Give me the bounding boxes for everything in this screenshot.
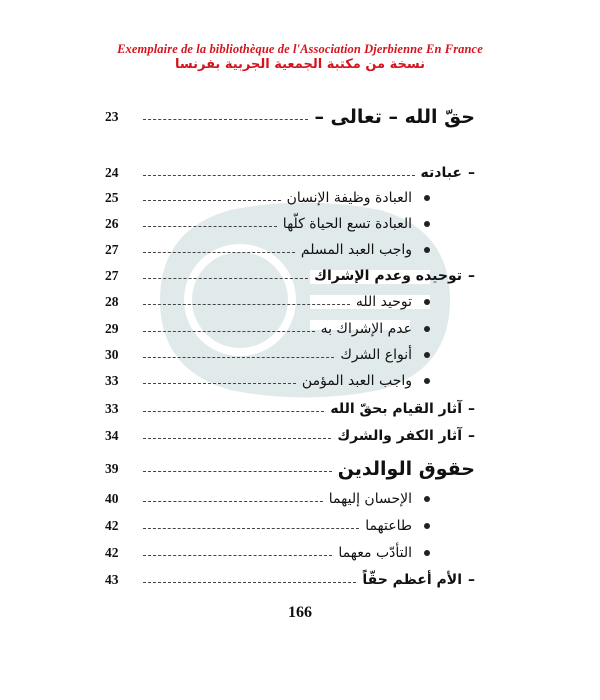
toc-entry-title: طاعتهما (365, 518, 412, 534)
toc-page-number: 43 (105, 572, 119, 587)
toc-leader-dots (143, 226, 277, 227)
toc-entry (105, 104, 475, 130)
toc-entry-title: آثار الكفر والشرك (337, 428, 462, 444)
toc-entry-title-group (329, 491, 430, 507)
toc-page-number: 27 (105, 268, 119, 283)
toc-page-number: 40 (105, 491, 119, 506)
toc-entry-title-group (337, 428, 475, 444)
toc-entry-title-group (362, 572, 475, 588)
toc-entry (105, 289, 430, 315)
toc-page-number: 28 (105, 294, 119, 309)
toc-leader-dots (143, 175, 415, 176)
toc-entry-title-group (356, 294, 430, 310)
toc-entry-title-group (301, 242, 430, 258)
toc-leader-dots (143, 528, 359, 529)
toc-entry (105, 263, 475, 289)
toc-leader-dots (143, 501, 323, 502)
library-header-arabic: نسخة من مكتبة الجمعية الجربية بفرنسا (175, 57, 425, 72)
toc-page-number: 26 (105, 216, 119, 231)
toc-page-number: 33 (105, 373, 119, 388)
toc-entry-title: توحيده وعدم الإشراك (314, 268, 462, 284)
dash-marker-icon: – (468, 268, 475, 284)
toc-entry (105, 185, 430, 211)
toc-entry (105, 160, 475, 186)
bullet-icon (424, 221, 430, 227)
toc-page-number: 30 (105, 347, 119, 362)
toc-leader-dots (143, 119, 308, 120)
toc-entry (105, 368, 430, 394)
toc-leader-dots (143, 555, 332, 556)
toc-entry-title-group (338, 458, 475, 480)
toc-leader-dots (143, 252, 295, 253)
toc-entry-title-group (340, 347, 430, 363)
bullet-icon (424, 496, 430, 502)
toc-leader-dots (143, 471, 332, 472)
toc-entry (105, 316, 430, 342)
toc-entry-title-group (321, 321, 430, 337)
toc-entry-title: حقوق الوالدين (337, 458, 475, 480)
toc-page-number: 23 (105, 109, 119, 124)
toc-entry-title-group (314, 268, 475, 284)
dash-marker-icon: – (468, 401, 475, 417)
toc-entry-title: الإحسان إليهما (328, 491, 412, 507)
toc-page-number: 27 (105, 242, 119, 257)
toc-leader-dots (143, 411, 324, 412)
toc-leader-dots (143, 331, 315, 332)
page-number: 166 (288, 604, 312, 621)
toc-entry-title: واجب العبد المسلم (300, 242, 412, 258)
toc-entry-title: التأدّب معهما (338, 545, 412, 561)
toc-entry (105, 540, 430, 566)
toc-entry-title-group (338, 545, 430, 561)
toc-entry-title-group (302, 373, 430, 389)
toc-leader-dots (143, 383, 296, 384)
toc-page-number: 34 (105, 428, 119, 443)
bullet-icon (424, 299, 430, 305)
toc-entry-title-group (283, 216, 430, 232)
toc-entry (105, 456, 475, 482)
toc-entry (105, 513, 430, 539)
toc-entry-title: العبادة تسع الحياة كلّها (282, 216, 412, 232)
toc-entry-title-group (287, 190, 430, 206)
dash-marker-icon: – (468, 165, 475, 181)
dash-marker-icon: – (468, 572, 475, 588)
bullet-icon (424, 523, 430, 529)
toc-entry-title-group (330, 401, 475, 417)
toc-leader-dots (143, 438, 331, 439)
toc-entry-title-group (421, 165, 475, 181)
toc-entry (105, 342, 430, 368)
toc-entry-title: توحيد الله (355, 294, 412, 310)
toc-entry-title: واجب العبد المؤمن (301, 373, 412, 389)
bullet-icon (424, 195, 430, 201)
toc-entry (105, 423, 475, 449)
toc-entry (105, 396, 475, 422)
bullet-icon (424, 378, 430, 384)
toc-page-number: 42 (105, 545, 119, 560)
toc-entry-title: عبادته (420, 165, 462, 181)
toc-page-number: 42 (105, 518, 119, 533)
toc-entry-title-group (314, 106, 475, 128)
dash-marker-icon: – (468, 428, 475, 444)
toc-entry-title: العبادة وظيفة الإنسان (286, 190, 412, 206)
toc-entry-title: الأم أعظم حقّاً (362, 572, 462, 588)
toc-entry-title: عدم الإشراك به (320, 321, 412, 337)
toc-page-number: 24 (105, 165, 119, 180)
bullet-icon (424, 352, 430, 358)
toc-page-number: 29 (105, 321, 119, 336)
toc-entry (105, 567, 475, 593)
toc-leader-dots (143, 278, 308, 279)
library-header-french: Exemplaire de la bibliothèque de l'Association Djerbienne En France (117, 42, 483, 56)
toc-leader-dots (143, 200, 281, 201)
toc-page-number: 33 (105, 401, 119, 416)
toc-page-number: 25 (105, 190, 119, 205)
toc-leader-dots (143, 357, 334, 358)
toc-entry-title: آثار القيام بحقّ الله (330, 401, 462, 417)
bullet-icon (424, 247, 430, 253)
toc-page-number: 39 (105, 461, 119, 476)
toc-entry (105, 211, 430, 237)
toc-entry-title: حقّ الله – تعالى – (314, 106, 475, 128)
toc-leader-dots (143, 304, 350, 305)
bullet-icon (424, 550, 430, 556)
toc-leader-dots (143, 582, 356, 583)
toc-entry (105, 486, 430, 512)
bullet-icon (424, 326, 430, 332)
toc-entry (105, 237, 430, 263)
toc-entry-title-group (365, 518, 430, 534)
toc-entry-title: أنواع الشرك (340, 347, 412, 363)
